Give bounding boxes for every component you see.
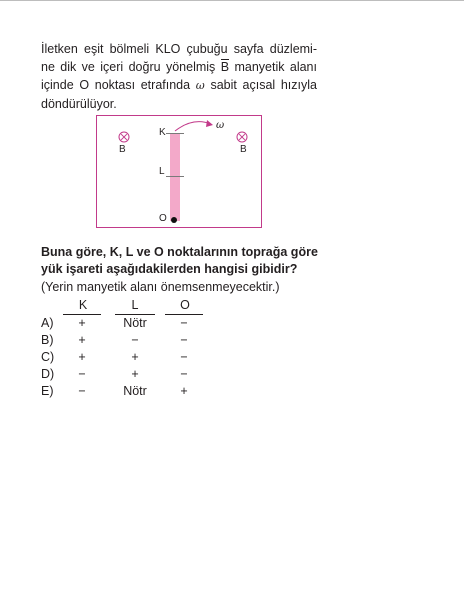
cell-l: Nötr	[123, 316, 147, 330]
option-label: A)	[41, 316, 54, 330]
option-label: D)	[41, 367, 55, 381]
b-vector: B	[220, 60, 230, 74]
question-line-2: yük işareti aşağıdakilerden hangisi gibidir?	[41, 262, 298, 276]
point-l-label: L	[159, 166, 165, 177]
rotation-arrow-icon	[173, 116, 219, 134]
option-label: B)	[41, 333, 54, 347]
cell-k: +	[78, 316, 86, 330]
cell-l: +	[131, 350, 139, 364]
cell-o: −	[180, 350, 188, 364]
tick-l	[166, 176, 184, 177]
cell-o: −	[180, 333, 188, 347]
intro-line-2: ne dik ve içeri doğru yönelmiş B manyetik alanı	[41, 60, 317, 74]
field-label-left: B	[119, 144, 126, 155]
point-o-label: O	[159, 213, 167, 224]
header-l: L	[131, 298, 139, 312]
question-line-1: Buna göre, K, L ve O noktalarının toprağa göre	[41, 245, 318, 259]
cross-in-circle-icon	[236, 131, 248, 143]
answer-row-d[interactable]	[41, 366, 231, 383]
answer-row-a[interactable]	[41, 315, 231, 332]
klo-rod	[170, 133, 180, 221]
intro-line-3: içinde O noktası etrafında ω sabit açısal hızıyla	[41, 78, 317, 92]
cell-k: −	[78, 384, 86, 398]
cross-in-circle-icon	[118, 131, 130, 143]
top-rule	[0, 0, 464, 1]
intro-line-1: İletken eşit bölmeli KLO çubuğu sayfa düzlemi-	[41, 42, 317, 56]
cell-l: −	[131, 333, 139, 347]
cell-o: +	[180, 384, 188, 398]
point-k-label: K	[159, 127, 166, 138]
cell-k: +	[78, 350, 86, 364]
option-label: C)	[41, 350, 55, 364]
answer-row-b[interactable]	[41, 332, 231, 349]
answer-row-c[interactable]	[41, 349, 231, 366]
question-note: (Yerin manyetik alanı önemsenmeyecektir.)	[41, 280, 280, 294]
cell-l: Nötr	[123, 384, 147, 398]
option-label: E)	[41, 384, 54, 398]
cell-o: −	[180, 367, 188, 381]
cell-o: −	[180, 316, 188, 330]
omega-label: ω	[216, 120, 225, 131]
pivot-point	[171, 217, 177, 223]
field-label-right: B	[240, 144, 247, 155]
header-o: O	[180, 298, 190, 312]
omega-symbol: ω	[195, 79, 205, 92]
tick-k	[166, 133, 184, 134]
intro-line-4: döndürülüyor.	[41, 97, 117, 111]
intro-paragraph	[41, 40, 317, 113]
cell-l: +	[131, 367, 139, 381]
cell-k: +	[78, 333, 86, 347]
header-k: K	[78, 298, 88, 312]
cell-k: −	[78, 367, 86, 381]
rod-figure	[96, 115, 262, 228]
question-text	[41, 244, 331, 278]
answer-row-e[interactable]	[41, 383, 231, 400]
